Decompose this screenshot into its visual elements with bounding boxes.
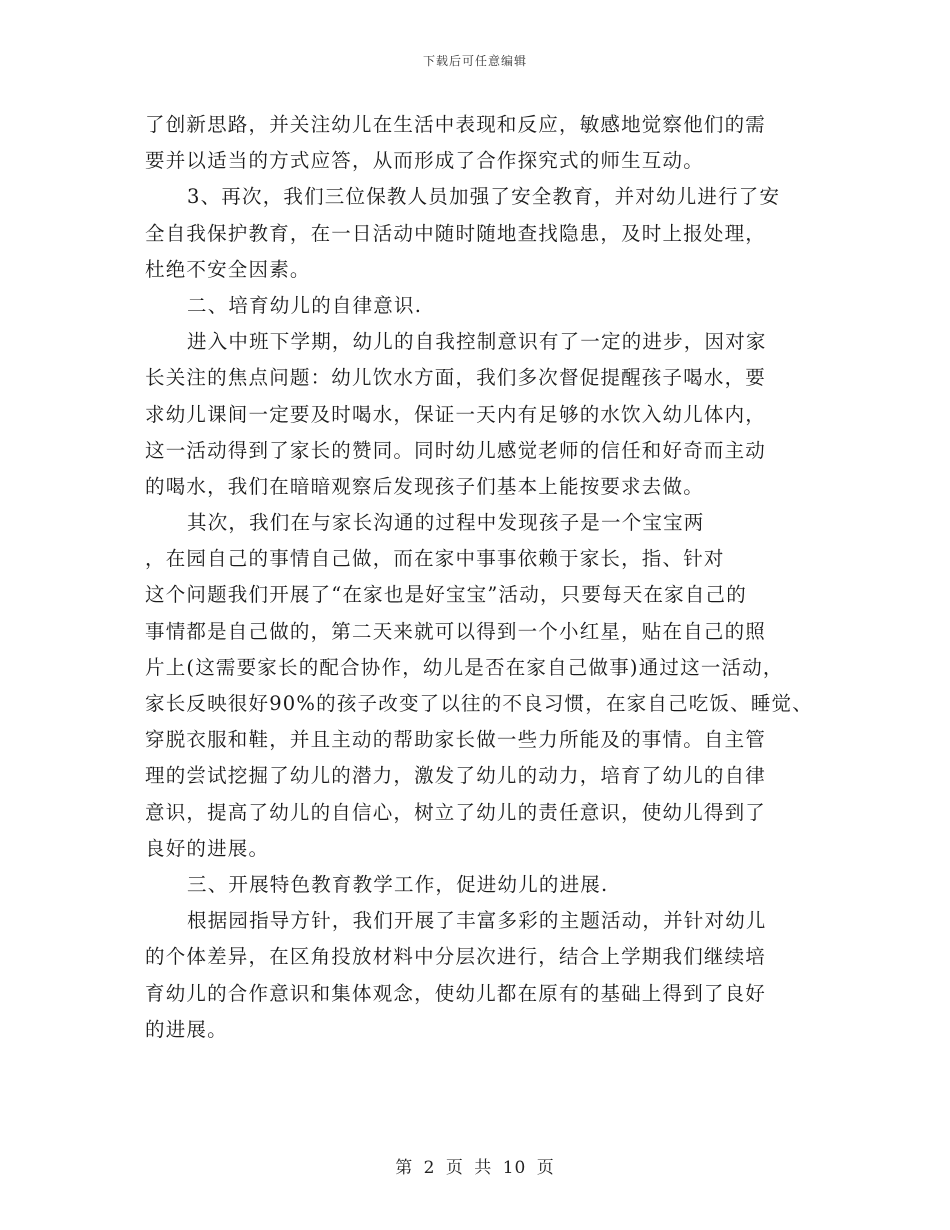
section-heading: 三、开展特色教育教学工作，促进幼儿的进展. xyxy=(187,872,609,896)
text-line: 根据园指导方针，我们开展了丰富多彩的主题活动，并针对幼儿 xyxy=(187,909,767,933)
text-line: 片上(这需要家长的配合协作，幼儿是否在家自己做事)通过这一活动， xyxy=(145,655,784,679)
text-line: 的进展。 xyxy=(145,1017,228,1041)
text-line: 育幼儿的合作意识和集体观念，使幼儿都在原有的基础上得到了良好 xyxy=(145,981,767,1005)
text-line: 的个体差异，在区角投放材料中分层次进行，结合上学期我们继续培 xyxy=(145,945,767,969)
section-heading: 二、培育幼儿的自律意识. xyxy=(187,293,423,317)
text-line: 杜绝不安全因素。 xyxy=(145,257,311,281)
text-line: 求幼儿课间一定要及时喝水，保证一天内有足够的水饮入幼儿体内， xyxy=(145,402,767,426)
text-line: ，在园自己的事情自己做，而在家中事事依赖于家长，指、针对 xyxy=(145,547,725,571)
text-line: 的喝水，我们在暗暗观察后发现孩子们基本上能按要求去做。 xyxy=(145,474,704,498)
text-line: 穿脱衣服和鞋，并且主动的帮助家长做一些力所能及的事情。自主管 xyxy=(145,728,767,752)
text-line: 这个问题我们开展了“在家也是好宝宝”活动，只要每天在家自己的 xyxy=(145,583,747,607)
text-line: 这一活动得到了家长的赞同。同时幼儿感觉老师的信任和好奇而主动 xyxy=(145,438,767,462)
text-line: 意识，提高了幼儿的自信心，树立了幼儿的责任意识，使幼儿得到了 xyxy=(145,800,767,824)
text-line: 要并以适当的方式应答，从而形成了合作探究式的师生互动。 xyxy=(145,149,704,173)
text-line: 长关注的焦点问题：幼儿饮水方面，我们多次督促提醒孩子喝水，要 xyxy=(145,366,767,390)
text-line: 了创新思路，并关注幼儿在生活中表现和反应，敏感地觉察他们的需 xyxy=(145,113,767,136)
text-line: 理的尝试挖掘了幼儿的潜力，激发了幼儿的动力，培育了幼儿的自律 xyxy=(145,764,767,788)
page-number: 第 2 页 共 10 页 xyxy=(395,1158,555,1178)
page-header: 下载后可任意编辑 xyxy=(422,54,527,68)
document-body xyxy=(145,107,825,1048)
text-line: 其次，我们在与家长沟通的过程中发现孩子是一个宝宝两 xyxy=(187,511,705,535)
text-line: 全自我保护教育，在一日活动中随时随地查找隐患，及时上报处理， xyxy=(145,221,767,245)
text-line: 家长反映很好90%的孩子改变了以往的不良习惯，在家自己吃饭、睡觉、 xyxy=(145,692,813,715)
text-line: 事情都是自己做的，第二天来就可以得到一个小红星，贴在自己的照 xyxy=(145,619,767,643)
text-line: 进入中班下学期，幼儿的自我控制意识有了一定的进步，因对家 xyxy=(187,330,767,354)
text-line: 良好的进展。 xyxy=(145,836,270,860)
text-line: 3、再次，我们三位保教人员加强了安全教育，并对幼儿进行了安 xyxy=(187,185,781,209)
